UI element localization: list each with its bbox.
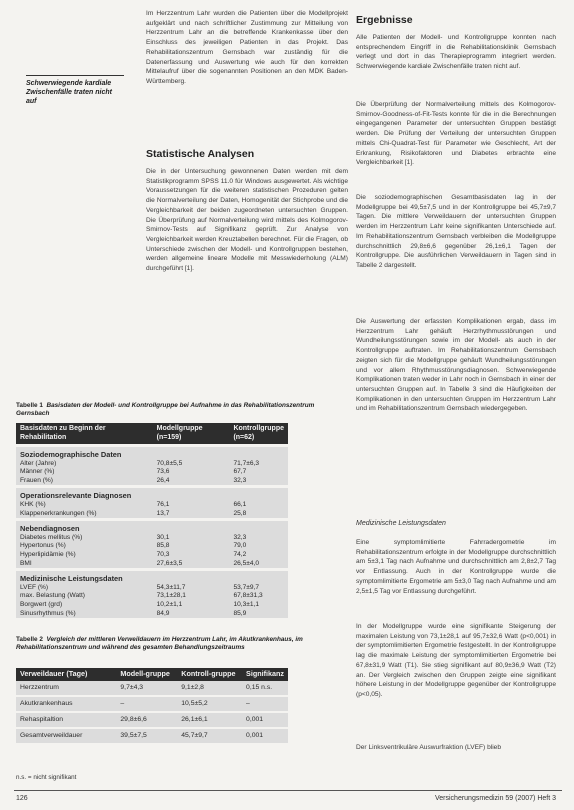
table-cell: 10,5±5,2 [177,696,242,712]
table-cell: Frauen (%) [20,476,53,484]
table-cell: 74,2 [233,550,247,558]
results-paragraph-5: Eine symptomlimitierte Fahrradergometrie im Rehabilitationszentrum erfolgte in der Modellgruppe durchschnittlich am 5±3,1 Tag nach Aufnahme und durchschnittlich am 2,8±2,7 Tag vor Entlassung. Auch in der Kontrollgruppe wurde die symptomlimitierte Ergometrie am 5±3,0 Tag nach Aufnahme und am 2,5±1,5 Tag vor Entlassung durchgeführt. [356,539,556,595]
table-cell: 0,001 [242,712,288,728]
table-row [16,510,288,519]
table-cell: 71,7±6,3 [233,459,260,467]
table-cell: Akutkrankenhaus [16,696,116,712]
table1-header-cell: Kontrollgruppe (n=62) [229,423,288,444]
table-cell: 53,7±9,7 [233,583,260,591]
table1-caption-label: Tabelle 1 [16,402,43,409]
table-cell: 0,15 n.s. [242,681,288,696]
table-cell: 32,3 [233,533,247,541]
results-paragraph-3: Die soziodemographischen Gesamtbasisdaten lag in der Modellgruppe bei 49,5±7,5 und in der Kontrollgruppe bei 45,7±9,7 Tagen. Die mittlere Verweildauern der untersuchten Gruppen werden im Herzzentrum Lahr keine signifikanten Unterschiede auf. Im Rehabilitationszentrum Gernsbach verbleiben die Modellgruppe durchschnittlich 29,8±6,6 gegenüber 26,1±6,1 Tagen der Kontrollgruppe. Die ausführlichen Verweildauern in Tagen sind in Tabelle 2 dargestellt. [356,194,556,269]
table-cell: Hyperlipidämie (%) [20,550,76,558]
table-cell: 10,3±1,1 [233,600,260,608]
table-row [16,610,288,619]
table-cell: 70,8±5,5 [156,459,183,467]
table-cell: 27,6±3,5 [156,559,183,567]
table1-group-title: Operationsrelevante Diagnosen [20,491,132,501]
sidenote: Schwerwiegende kardiale Zwischenfälle traten nicht auf [26,75,124,106]
table2 [16,668,288,745]
table-row [16,560,288,569]
statistics-paragraph: Die in der Untersuchung gewonnenen Daten werden mit dem Statistikprogramm SPSS 11.0 für Windows ausgewertet. Als wichtige Voraussetzungen für die weiteren statistischen Prozeduren gelten die Normalverteilung der Daten, Homogenität der Stichprobe und die Vergleichbarkeit der beiden zugeordneten untersuchten Gruppen. Die Überprüfung auf Normalverteilung wird mittels des Kolmogorov-Smirnov-Tests auf Signifikanz geprüft. Zur Analyse von Vergleichbarkeit werden Kreuztabellen berechnet. Für die Fragen, ob Unterschiede zwischen der Modell- und Kontrollgruppen bestehen, werden allgemeine lineare Modelle mit Messwiederholung (ALM) durchgeführt [1]. [146,168,348,273]
table-cell: 13,7 [156,509,170,517]
table-row [16,460,288,469]
table-cell: Hypertonus (%) [20,542,66,550]
table-cell: Alter (Jahre) [20,459,57,467]
table-cell: 25,8 [233,509,247,517]
table1-group-title: Nebendiagnosen [20,524,80,534]
table-cell: 39,5±7,5 [116,728,177,744]
table1-caption-text: Basisdaten der Modell- und Kontrollgruppe bei Aufnahme in das Rehabilitationszentrum Gernsbach [16,402,315,418]
table1-group-title: Soziodemographische Daten [20,450,122,459]
table2-header-cell: Verweildauer (Tage) [16,668,116,681]
table-cell: 26,5±4,0 [233,559,260,567]
table-row [16,696,288,712]
table-cell: Gesamtverweildauer [16,728,116,744]
table-cell: max. Belastung (Watt) [20,592,85,600]
table1 [16,423,288,618]
page-number: 126 [16,795,28,802]
table-cell: Klappenerkrankungen (%) [20,509,97,517]
heading-statistical-analyses: Statistische Analysen [146,148,255,160]
table2-caption [16,636,344,653]
table-row [16,534,288,543]
table-cell: – [116,696,177,712]
table-row [16,468,288,477]
table1-header-cell: Basisdaten zu Beginn der Rehabilitation [16,423,153,444]
results-paragraph-2: Die Überprüfung der Normalverteilung mittels des Kolmogorov-Smirnov-Goodness-of-Fit-Tests konnte für die in die Berechnungen eingegangenen Parameter der untersuchten Gruppen bestätigt werden. Die Prüfung der Verteilung der untersuchten Gruppen mittels Chi-Quadrat-Test für Parameter wie Geschlecht, Art der Erkrankung, Risikofaktoren und Diabetes erbrachte eine Vergleichbarkeit [1]. [356,101,556,167]
table1-group [16,571,288,618]
table-cell: 54,3±11,7 [156,583,186,591]
results-paragraph-4: Die Auswertung der erfassten Komplikationen ergab, dass im Herzzentrum Lahr gehäuft Herzrhythmusstörungen und Wundheilungsstörungen sowie im der Modell- als auch in der Kontrollgruppe auftraten. Im Rehabilitationszentrum Gernsbach zeigten sich für die Modellgruppe gehäuft Wundheilungsstörungen und vor allem Rhythmusstörungsdiagnosen. Schwerwiegende Komplikationen traten weder in Lahr noch in Gernsbach in einer der untersuchten Gruppen auf. In Tabelle 3 sind die Häufigkeiten der Komplikationen in den untersuchten Gruppen im Herzzentrum Lahr und im Rehabilitationszentrum Gernsbach wiedergegeben. [356,318,556,413]
results-paragraph-7: Der Linksventrikuläre Auswurfraktion (LVEF) blieb [356,744,501,751]
table1-caption [16,402,342,419]
table-cell: Diabetes mellitus (%) [20,533,83,541]
table-row [16,477,288,486]
table-row [16,501,288,510]
table-cell: 85,8 [156,542,170,550]
table1-group [16,447,288,485]
table-cell: Herzzentrum [16,681,116,696]
table2-caption-label: Tabelle 2 [16,636,43,643]
table-cell: 73,1±28,1 [156,592,186,600]
table-cell: 26,1±6,1 [177,712,242,728]
table-cell: 10,2±1,1 [156,600,183,608]
table2-header-cell: Modell-gruppe [116,668,177,681]
intro-paragraph: Im Herzzentrum Lahr wurden die Patienten über die Modellprojekt aufgeklärt und nach schriftlicher Zustimmung zur Mitteilung von Herzzentrum Lahr an die betreffende Krankenkasse über den Einschluss des jeweiligen Patienten in das Projekt. Das Rehabilitationszentrum Gernsbach war zuständig für die Datenerfassung und Auswertung wie auch für den korrekten Mittelaufruf über die sogenannten Positionen an den MDK Baden-Württemberg. [146,10,348,85]
table-cell: 29,8±6,6 [116,712,177,728]
table-cell: 73,6 [156,468,170,476]
table-cell: 85,9 [233,609,247,617]
table2-header-cell: Kontroll-gruppe [177,668,242,681]
table-row [16,592,288,601]
journal-reference: Versicherungsmedizin 59 (2007) Heft 3 [434,795,556,802]
table-cell: 30,1 [156,533,170,541]
table-row [16,728,288,744]
table-cell: 0,001 [242,728,288,744]
table-cell: 67,8±31,3 [233,592,263,600]
table-cell: 76,1 [156,500,170,508]
table-cell: 9,7±4,3 [116,681,177,696]
table-cell: BMI [20,559,32,567]
heading-results: Ergebnisse [356,14,413,26]
table1-header-cell: Modellgruppe (n=159) [153,423,230,444]
table-cell: – [242,696,288,712]
table-cell: 26,4 [156,476,170,484]
table-cell: LVEF (%) [20,583,49,591]
table1-group-title: Medizinische Leistungsdaten [20,574,123,584]
table1-group [16,521,288,568]
table-cell: 9,1±2,8 [177,681,242,696]
table-cell: 45,7±9,7 [177,728,242,744]
table-cell: KHK (%) [20,500,46,508]
table-row [16,551,288,560]
table-row [16,542,288,551]
results-paragraph-6: In der Modellgruppe wurde eine signifikante Steigerung der maximalen Leistung von 73,1±28,1 auf 95,7±32,6 Watt (p<0,001) in der symptomlimitierten Ergometrie festgestellt. In der Kontrollgruppe lag die maximale Leistung der symptomlimitierten Ergometrie bei 67,8±31,9 Watt (T1). Sie stieg signifikant auf 80,9±36,9 Watt (T2) an. Der Vergleich zwischen den Gruppen zeigte eine signifikant höhere Leistung in der Modellgruppe gegenüber der Kontrollgruppe (p<0,05). [356,623,556,698]
table2-caption-text: Vergleich der mittleren Verweildauern im Herzzentrum Lahr, im Akutkrankenhaus, im Rehabilitationszentrum und während des gesamten Behandlungszeitraums [16,636,303,652]
table-cell: 70,3 [156,550,170,558]
table-cell: Männer (%) [20,468,55,476]
results-paragraph-1: Alle Patienten der Modell- und Kontrollgruppe konnten nach entsprechendem Eingriff in die Rehabilitationsklinik Gernsbach verlegt und dort in das Therapieprogramm integriert werden. Schwerwiegende kardiale Zwischenfälle traten nicht auf. [356,34,556,71]
table1-group [16,488,288,518]
table-row [16,584,288,593]
table2-header-cell: Signifikanz [242,668,288,681]
table-row [16,681,288,696]
table-cell: 32,3 [233,476,247,484]
subheading-medical-data: Medizinische Leistungsdaten [356,520,446,527]
table-cell: Rehaspitaltion [16,712,116,728]
table-cell: 79,0 [233,542,247,550]
table-cell: Sinusrhythmus (%) [20,609,76,617]
table-row [16,601,288,610]
table-cell: Borgwert (grd) [20,600,63,608]
table-cell: 67,7 [233,468,247,476]
table-cell: 66,1 [233,500,247,508]
footer-rule [14,790,562,791]
table-row [16,712,288,728]
table2-footnote: n.s. = nicht signifikant [16,774,77,781]
table-cell: 84,9 [156,609,170,617]
